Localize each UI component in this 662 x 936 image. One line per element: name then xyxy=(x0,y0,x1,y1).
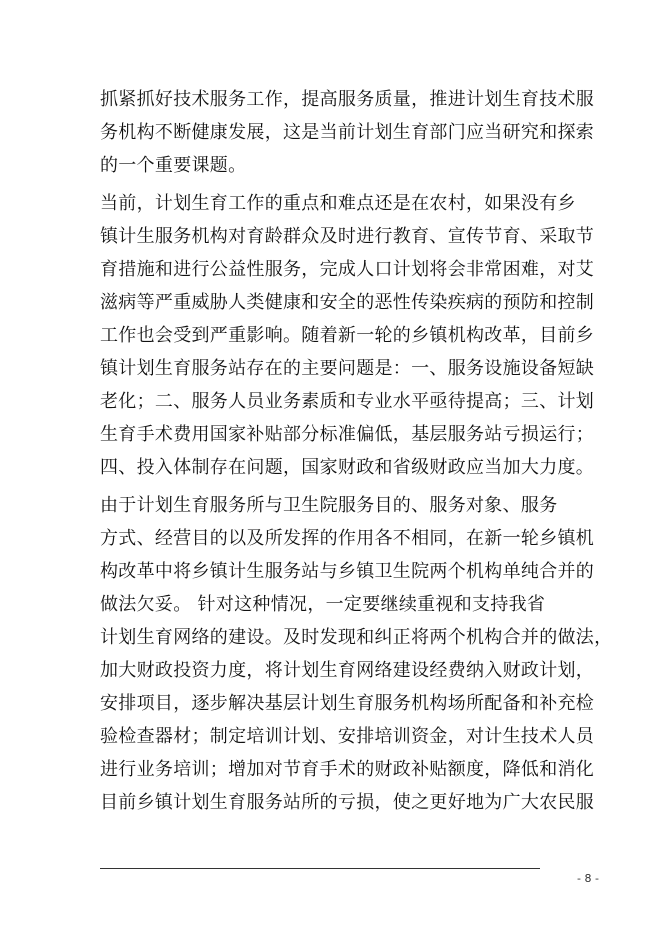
body-text-line: 构改革中将乡镇计生服务站与乡镇卫生院两个机构单纯合并的 xyxy=(100,561,595,582)
body-text-line: 的一个重要课题。 xyxy=(100,155,247,176)
body-text-line: 镇计划生育服务站存在的主要问题是：一、服务设施设备短缺 xyxy=(100,358,595,379)
body-text-line: 方式、经营目的以及所发挥的作用各不相同，在新一轮乡镇机 xyxy=(100,528,595,549)
footer-divider xyxy=(100,868,540,869)
body-text-line: 当前，计划生育工作的重点和难点还是在农村，如果没有乡 xyxy=(100,193,576,214)
body-text-line: 进行业务培训；增加对节育手术的财政补贴额度，降低和消化 xyxy=(100,759,595,780)
body-text-line: 计划生育网络的建设。及时发现和纠正将两个机构合并的做法， xyxy=(100,627,613,648)
body-text-line: 抓紧抓好技术服务工作，提高服务质量，推进计划生育技术服 xyxy=(100,89,595,110)
body-text-line: 务机构不断健康发展，这是当前计划生育部门应当研究和探索 xyxy=(100,122,595,143)
body-text-line: 育措施和进行公益性服务，完成人口计划将会非常困难，对艾 xyxy=(100,259,595,280)
body-text-line: 验检查器材；制定培训计划、安排培训资金，对计生技术人员 xyxy=(100,726,595,747)
body-text-line: 工作也会受到严重影响。随着新一轮的乡镇机构改革，目前乡 xyxy=(100,325,595,346)
body-text-line: 安排项目，逐步解决基层计划生育服务机构场所配备和补充检 xyxy=(100,693,595,714)
body-text-line: 加大财政投资力度，将计划生育网络建设经费纳入财政计划， xyxy=(100,660,595,681)
body-text-line: 四、投入体制存在问题，国家财政和省级财政应当加大力度。 xyxy=(100,457,595,478)
body-text-line: 目前乡镇计划生育服务站所的亏损，使之更好地为广大农民服 xyxy=(100,792,595,813)
body-text-line: 生育手术费用国家补贴部分标准偏低，基层服务站亏损运行； xyxy=(100,424,595,445)
page-number: - 8 - xyxy=(577,872,599,885)
body-text-line: 镇计生服务机构对育龄群众及时进行教育、宣传节育、采取节 xyxy=(100,226,595,247)
body-text-line: 由于计划生育服务所与卫生院服务目的、服务对象、服务 xyxy=(100,495,558,516)
body-text-line: 滋病等严重威胁人类健康和安全的恶性传染疾病的预防和控制 xyxy=(100,292,595,313)
body-text-line: 做法欠妥。 针对这种情况，一定要继续重视和支持我省 xyxy=(100,594,546,615)
body-text-line: 老化；二、服务人员业务素质和专业水平亟待提高；三、计划 xyxy=(100,391,595,412)
